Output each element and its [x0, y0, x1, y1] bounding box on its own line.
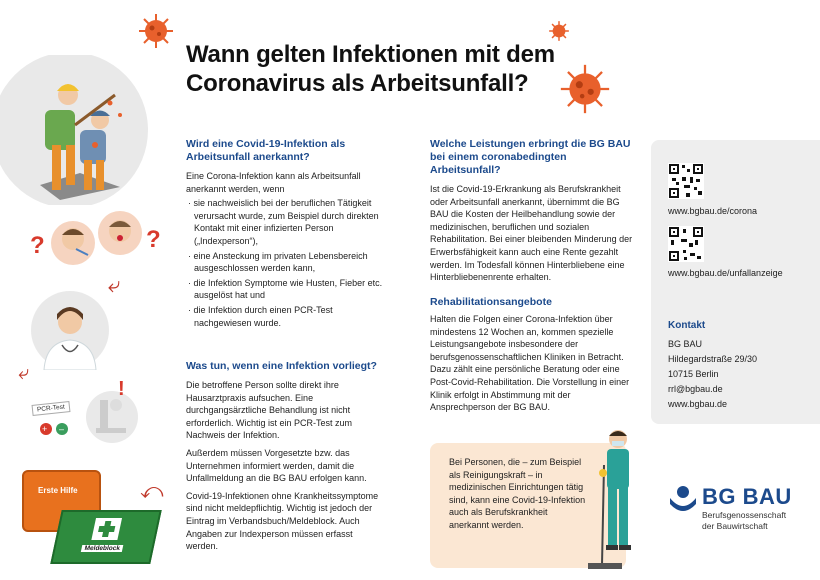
paragraph: Halten die Folgen einer Corona-Infektion über mindestens 12 Wochen an, kommen spezielle Leistungsangebote insbesondere der berufsgenossenschaftlichen Kliniken in Betracht. Dazu zählt eine persönliche Beratung oder eine Post-Covid-Rehabilitation. Die Vorstellung in einer Klinik erfolgt in Abstimmung mit der Ansprechperson der BG BAU.: [430, 314, 630, 413]
contact-block: [668, 320, 818, 412]
section-heading: Wird eine Covid-19-Infektion als Arbeitsunfall anerkannt?: [186, 138, 346, 163]
construction-workers-illustration: [0, 55, 170, 205]
section-benefits: [430, 138, 634, 284]
paragraph: Die betroffene Person sollte direkt ihre Hausarztpraxis aufsuchen. Eine durchgangsärztliche Behandlung ist nicht erforderlich. Wichtig ist ein PCR-Test zum Nachweis der Infektion.: [186, 380, 353, 441]
arrow-down-icon: ⤶: [18, 362, 30, 384]
arrow-down-icon: ⤶: [108, 272, 121, 297]
report-book-label: Meldeblock: [81, 545, 124, 552]
svg-text:?: ?: [30, 232, 45, 259]
list-item: · die Infektion durch einen PCR-Test nachgewiesen wurde.: [188, 304, 333, 328]
section-infection-recognition: [186, 138, 386, 329]
contact-heading: Kontakt: [668, 320, 706, 331]
svg-text:–: –: [59, 424, 65, 434]
bg-bau-logo: [668, 482, 818, 542]
svg-text:?: ?: [146, 226, 161, 253]
qr-code-icon[interactable]: [668, 163, 704, 199]
section-intro: Eine Corona-Infektion kann als Arbeitsunfall anerkannt werden, wenn: [186, 171, 361, 194]
list-item: · eine Ansteckung im privaten Lebensbereich ausgeschlossen werden kann,: [188, 250, 368, 274]
arrow-left-icon: ⤺: [140, 478, 164, 503]
section-what-to-do: [186, 360, 386, 553]
cleaner-illustration: [588, 425, 648, 575]
virus-icon: [548, 20, 570, 42]
report-book-illustration: [50, 510, 161, 564]
pcr-test-label: PCR-Test: [32, 401, 71, 416]
paragraph: Außerdem müssen Vorgesetzte bzw. das Unternehmen informiert werden, damit die Unfallmeldung an die BG BAU erfolgen kann.: [186, 447, 367, 484]
contact-website[interactable]: www.bgbau.de: [668, 399, 728, 409]
sick-people-illustration: [28, 205, 168, 275]
contact-street: Hildegardstraße 29/30: [668, 354, 758, 364]
page-title: Wann gelten Infektionen mit dem Coronavirus als Arbeitsunfall?: [186, 41, 555, 97]
section-heading: Was tun, wenn eine Infektion vorliegt?: [186, 360, 377, 372]
report-book-cross-icon: [91, 518, 122, 540]
link-corona[interactable]: www.bgbau.de/corona: [668, 206, 758, 216]
contact-org: BG BAU: [668, 339, 703, 349]
section-heading: Welche Leistungen erbringt die BG BAU bei einem coronabedingten Arbeitsunfall?: [430, 138, 631, 176]
virus-icon: [137, 12, 175, 50]
contact-email[interactable]: rrl@bgbau.de: [668, 384, 723, 394]
list-item: · sie nachweislich bei der beruflichen Tätigkeit verursacht wurde, zum Beispiel durch direkten Kontakt mit einer infizierten Person („Indexperson“),: [188, 198, 379, 246]
doctor-illustration: [30, 290, 110, 370]
qr-code-icon[interactable]: [668, 226, 704, 262]
section-heading: Rehabilitationsangebote: [430, 296, 552, 308]
section-rehabilitation: [430, 296, 634, 414]
kit-label: Erste Hilfe: [38, 486, 78, 495]
info-box-text: Bei Personen, die – zum Beispiel als Reinigungskraft – in medizinischen Einrichtungen tätig sind, kann eine Covid-19-Infektion auch als Berufskrankheit anerkannt werden.: [449, 457, 586, 530]
svg-text:!: !: [118, 378, 125, 400]
logo-emblem-icon: [668, 484, 698, 514]
list-item: · die Infektion Symptome wie Husten, Fieber etc. ausgelöst hat und: [188, 277, 383, 301]
paragraph: Covid-19-Infektionen ohne Krankheitssymptome sind nicht meldepflichtig. Wichtig ist jedoch der Eintrag im Verbandsbuch/Meldeblock. Auch Angaben zur Indexperson müssen erfasst werden.: [186, 490, 379, 552]
link-unfallanzeige[interactable]: www.bgbau.de/unfallanzeige: [668, 268, 783, 278]
svg-text:+: +: [42, 424, 48, 434]
paragraph: Ist die Covid-19-Erkrankung als Berufskrankheit oder Arbeitsunfall anerkannt, übernimmt die BG BAU die Kosten der Heilbehandlung sowie der medizinischen, beruflichen und sozialen Rehabilitation. Bei einer bleibenden Minderung der Erwerbsfähigkeit kann auch eine Rente gezahlt werden. Im Todesfall können Hinterbliebene eine Hinterbliebenenrente erhalten.: [430, 184, 633, 283]
logo-name: BG BAU: [702, 484, 792, 509]
contact-city: 10715 Berlin: [668, 369, 719, 379]
logo-subtitle: Berufsgenossenschaft der Bauwirtschaft: [702, 510, 787, 531]
